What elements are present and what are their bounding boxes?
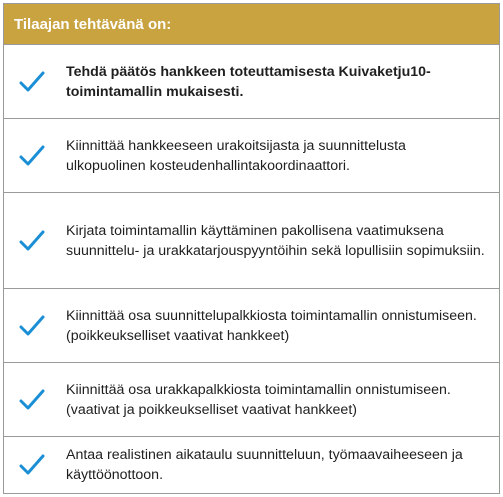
list-item — [4, 119, 499, 193]
checkmark-icon — [4, 454, 60, 476]
checkmark-icon — [4, 389, 60, 411]
task-list — [4, 45, 499, 493]
list-item-text: Tehdä päätös hankkeen toteuttamisesta Kuivaketju10-toimintamallin mukaisesti. — [66, 63, 431, 100]
list-item-text: Kiinnittää hankkeeseen urakoitsijasta ja suunnittelusta ulkopuolinen kosteudenhallintakoordinaattori. — [66, 137, 406, 174]
list-item-text: Antaa realistinen aikataulu suunnitteluun, työmaavaiheeseen ja käyttöönottoon. — [66, 447, 463, 483]
list-item — [4, 437, 499, 493]
list-item-text: Kiinnittää osa suunnittelupalkkiosta toimintamallin onnistumiseen. (poikkeukselliset vaativat hankkeet) — [66, 307, 477, 344]
checkmark-icon — [4, 230, 60, 252]
list-item — [4, 289, 499, 363]
responsibilities-panel — [3, 3, 500, 494]
list-item — [4, 363, 499, 437]
list-item-text: Kirjata toimintamallin käyttäminen pakollisena vaatimuksena suunnittelu- ja urakkatarjouspyyntöihin sekä lopullisiin sopimuksiin. — [66, 222, 485, 259]
panel-header — [4, 4, 499, 45]
checkmark-icon — [4, 145, 60, 167]
list-item — [4, 45, 499, 119]
list-item-text: Kiinnittää osa urakkapalkkiosta toimintamallin onnistumiseen. (vaativat ja poikkeukselliset vaativat hankkeet) — [66, 381, 451, 418]
checkmark-icon — [4, 71, 60, 93]
list-item — [4, 193, 499, 289]
panel-title: Tilaajan tehtävänä on: — [14, 15, 172, 33]
checkmark-icon — [4, 315, 60, 337]
